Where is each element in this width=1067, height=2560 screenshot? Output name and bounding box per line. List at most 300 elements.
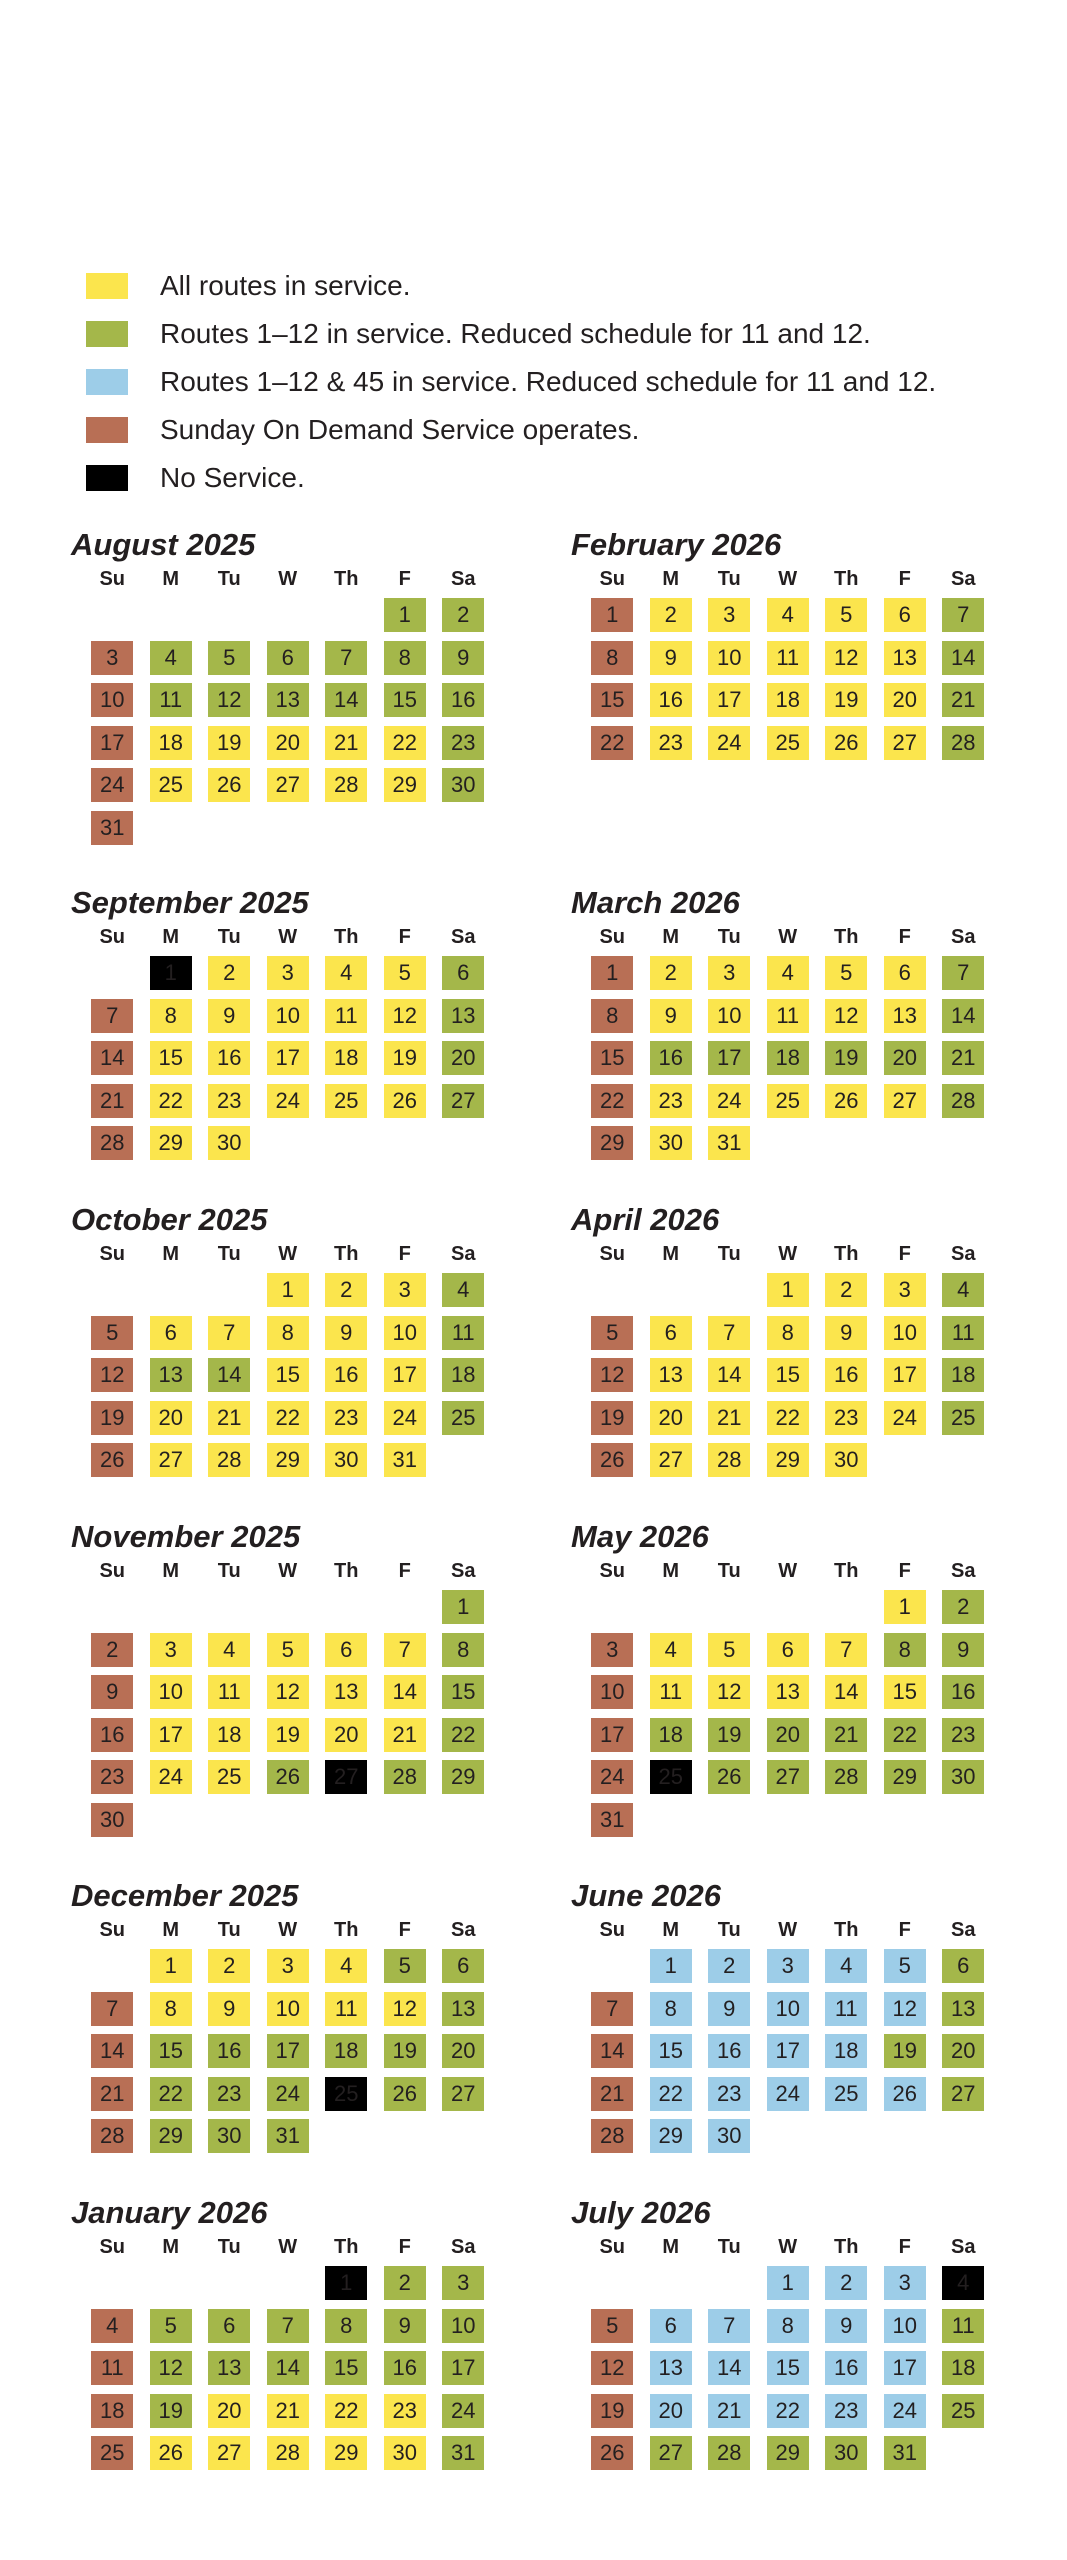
day-number: 18 bbox=[767, 683, 809, 717]
day-number: 28 bbox=[267, 2436, 309, 2470]
weekday-header: Su bbox=[599, 2236, 626, 2258]
weekday-header: Su bbox=[599, 1919, 626, 1941]
month-title: May 2026 bbox=[571, 1519, 709, 1554]
day-number: 5 bbox=[591, 1316, 633, 1350]
day-cell bbox=[817, 1269, 876, 1312]
day-number: 6 bbox=[650, 2309, 692, 2343]
day-number: 21 bbox=[91, 2077, 133, 2111]
day-cell bbox=[83, 637, 142, 680]
day-cell bbox=[876, 1756, 935, 1799]
day-number: 13 bbox=[150, 1358, 192, 1392]
weekday-header: Tu bbox=[217, 1919, 241, 1941]
day-number: 2 bbox=[825, 2266, 867, 2300]
day-number: 14 bbox=[708, 1358, 750, 1392]
day-number: 26 bbox=[150, 2436, 192, 2470]
day-cell bbox=[934, 2305, 993, 2348]
day-number: 15 bbox=[442, 1675, 484, 1709]
day-number: 31 bbox=[884, 2436, 926, 2470]
weekday-header: Th bbox=[334, 1560, 359, 1582]
day-cell bbox=[259, 1756, 318, 1799]
weekday-header: Su bbox=[599, 926, 626, 948]
day-cell bbox=[817, 594, 876, 637]
day-cell bbox=[583, 2073, 642, 2116]
day-number: 22 bbox=[442, 1718, 484, 1752]
day-cell bbox=[259, 2432, 318, 2475]
day-number: 12 bbox=[591, 2351, 633, 2385]
month-calendar bbox=[570, 1518, 990, 1841]
day-cell bbox=[317, 2262, 376, 2305]
day-cell bbox=[876, 952, 935, 995]
day-cell bbox=[200, 722, 259, 765]
day-cell bbox=[759, 679, 818, 722]
day-number: 9 bbox=[208, 1992, 250, 2026]
day-number: 15 bbox=[150, 2034, 192, 2068]
day-number: 9 bbox=[650, 999, 692, 1033]
weekday-header: F bbox=[898, 568, 911, 590]
day-number: 29 bbox=[384, 768, 426, 802]
day-number: 5 bbox=[884, 1949, 926, 1983]
day-number: 14 bbox=[708, 2351, 750, 2385]
legend-swatch-routes-45 bbox=[86, 369, 128, 395]
day-cell bbox=[759, 1714, 818, 1757]
day-number: 19 bbox=[150, 2394, 192, 2428]
day-cell bbox=[817, 1080, 876, 1123]
day-number: 12 bbox=[150, 2351, 192, 2385]
weekday-header: Sa bbox=[951, 1243, 976, 1265]
day-cell bbox=[642, 1714, 701, 1757]
day-number: 16 bbox=[91, 1718, 133, 1752]
empty-cell bbox=[259, 1586, 318, 1629]
month-calendar bbox=[570, 1201, 990, 1482]
day-number: 4 bbox=[208, 1633, 250, 1667]
day-cell bbox=[200, 2347, 259, 2390]
day-number: 26 bbox=[825, 1084, 867, 1118]
day-cell bbox=[317, 1397, 376, 1440]
day-cell bbox=[934, 1397, 993, 1440]
day-cell bbox=[376, 1397, 435, 1440]
day-number: 30 bbox=[325, 1443, 367, 1477]
day-cell bbox=[700, 1988, 759, 2031]
day-cell bbox=[876, 2073, 935, 2116]
day-cell bbox=[317, 1714, 376, 1757]
day-cell bbox=[759, 1439, 818, 1482]
day-number: 1 bbox=[384, 598, 426, 632]
day-number: 29 bbox=[267, 1443, 309, 1477]
day-cell bbox=[759, 1312, 818, 1355]
day-number: 12 bbox=[825, 999, 867, 1033]
day-number: 9 bbox=[942, 1633, 984, 1667]
day-number: 10 bbox=[150, 1675, 192, 1709]
day-cell bbox=[817, 679, 876, 722]
day-cell bbox=[142, 637, 201, 680]
empty-cell bbox=[376, 1586, 435, 1629]
day-number: 28 bbox=[208, 1443, 250, 1477]
weekday-header: Tu bbox=[717, 1560, 741, 1582]
day-cell bbox=[259, 764, 318, 807]
day-cell bbox=[83, 764, 142, 807]
day-cell bbox=[376, 2262, 435, 2305]
day-cell bbox=[583, 1671, 642, 1714]
day-number: 31 bbox=[267, 2119, 309, 2153]
weekday-header: W bbox=[778, 568, 798, 590]
day-number: 18 bbox=[825, 2034, 867, 2068]
day-number: 3 bbox=[708, 598, 750, 632]
day-cell bbox=[583, 1354, 642, 1397]
day-cell bbox=[434, 722, 493, 765]
day-number: 7 bbox=[591, 1992, 633, 2026]
day-cell bbox=[434, 2030, 493, 2073]
day-cell bbox=[700, 1037, 759, 1080]
day-number: 2 bbox=[442, 598, 484, 632]
day-number: 25 bbox=[767, 726, 809, 760]
day-cell bbox=[434, 2073, 493, 2116]
day-number: 10 bbox=[708, 641, 750, 675]
day-number: 1 bbox=[150, 956, 192, 990]
day-cell bbox=[83, 2432, 142, 2475]
empty-cell bbox=[583, 2262, 642, 2305]
day-cell bbox=[376, 1312, 435, 1355]
weekday-header: Sa bbox=[951, 2236, 976, 2258]
month-grid bbox=[583, 922, 990, 1165]
day-cell bbox=[376, 764, 435, 807]
day-number: 6 bbox=[767, 1633, 809, 1667]
day-number: 13 bbox=[208, 2351, 250, 2385]
day-cell bbox=[142, 679, 201, 722]
day-number: 10 bbox=[767, 1992, 809, 2026]
day-cell bbox=[642, 1945, 701, 1988]
day-cell bbox=[376, 1037, 435, 1080]
day-number: 19 bbox=[825, 1041, 867, 1075]
legend-item-no-service bbox=[86, 454, 936, 502]
empty-cell bbox=[83, 1586, 142, 1629]
month-title: April 2026 bbox=[571, 1202, 720, 1237]
day-number: 6 bbox=[884, 956, 926, 990]
month-title: August 2025 bbox=[71, 527, 256, 562]
day-cell bbox=[434, 1354, 493, 1397]
day-cell bbox=[200, 2115, 259, 2158]
day-cell bbox=[817, 995, 876, 1038]
day-cell bbox=[876, 1586, 935, 1629]
day-cell bbox=[200, 1397, 259, 1440]
day-number: 11 bbox=[325, 999, 367, 1033]
day-number: 21 bbox=[825, 1718, 867, 1752]
day-cell bbox=[700, 2390, 759, 2433]
weekday-header: W bbox=[278, 568, 298, 590]
weekday-header: M bbox=[162, 568, 180, 590]
day-number: 22 bbox=[767, 1401, 809, 1435]
month-calendar bbox=[70, 1877, 490, 2158]
month-title: January 2026 bbox=[71, 2195, 268, 2230]
day-cell bbox=[876, 1037, 935, 1080]
day-number: 12 bbox=[708, 1675, 750, 1709]
day-number: 2 bbox=[208, 956, 250, 990]
day-number: 10 bbox=[884, 1316, 926, 1350]
day-cell bbox=[876, 1312, 935, 1355]
day-number: 28 bbox=[942, 726, 984, 760]
day-number: 27 bbox=[650, 1443, 692, 1477]
day-number: 25 bbox=[767, 1084, 809, 1118]
day-cell bbox=[642, 2073, 701, 2116]
day-cell bbox=[700, 2115, 759, 2158]
day-number: 4 bbox=[442, 1273, 484, 1307]
day-number: 6 bbox=[884, 598, 926, 632]
day-cell bbox=[83, 1799, 142, 1842]
day-cell bbox=[934, 1269, 993, 1312]
day-number: 3 bbox=[91, 641, 133, 675]
day-number: 23 bbox=[208, 1084, 250, 1118]
day-number: 14 bbox=[267, 2351, 309, 2385]
day-number: 27 bbox=[442, 2077, 484, 2111]
day-cell bbox=[200, 2305, 259, 2348]
day-cell bbox=[700, 594, 759, 637]
day-number: 16 bbox=[208, 2034, 250, 2068]
empty-cell bbox=[200, 1586, 259, 1629]
day-number: 21 bbox=[708, 1401, 750, 1435]
weekday-header: Sa bbox=[451, 568, 476, 590]
day-cell bbox=[583, 995, 642, 1038]
day-cell bbox=[200, 1312, 259, 1355]
day-cell bbox=[83, 722, 142, 765]
day-cell bbox=[700, 637, 759, 680]
day-cell bbox=[583, 2347, 642, 2390]
day-number: 14 bbox=[591, 2034, 633, 2068]
day-number: 27 bbox=[650, 2436, 692, 2470]
day-number: 9 bbox=[325, 1316, 367, 1350]
day-number: 9 bbox=[91, 1675, 133, 1709]
day-cell bbox=[83, 995, 142, 1038]
day-cell bbox=[142, 995, 201, 1038]
day-number: 16 bbox=[384, 2351, 426, 2385]
day-number: 6 bbox=[208, 2309, 250, 2343]
day-cell bbox=[759, 2347, 818, 2390]
day-number: 20 bbox=[884, 1041, 926, 1075]
day-cell bbox=[642, 2030, 701, 2073]
empty-cell bbox=[642, 1586, 701, 1629]
day-cell bbox=[434, 995, 493, 1038]
day-cell bbox=[583, 1397, 642, 1440]
day-cell bbox=[700, 2347, 759, 2390]
day-number: 3 bbox=[384, 1273, 426, 1307]
day-number: 6 bbox=[442, 1949, 484, 1983]
day-number: 31 bbox=[591, 1803, 633, 1837]
day-number: 4 bbox=[942, 1273, 984, 1307]
day-cell bbox=[583, 1037, 642, 1080]
day-number: 28 bbox=[591, 2119, 633, 2153]
empty-cell bbox=[83, 952, 142, 995]
day-cell bbox=[317, 1671, 376, 1714]
legend-item-all bbox=[86, 262, 936, 310]
empty-cell bbox=[583, 1269, 642, 1312]
day-cell bbox=[259, 637, 318, 680]
day-cell bbox=[817, 2262, 876, 2305]
day-number: 30 bbox=[942, 1760, 984, 1794]
day-cell bbox=[434, 1945, 493, 1988]
weekday-header: Sa bbox=[951, 1919, 976, 1941]
day-number: 20 bbox=[942, 2034, 984, 2068]
legend-swatch-routes-1-12 bbox=[86, 321, 128, 347]
day-number: 29 bbox=[767, 1443, 809, 1477]
day-number: 3 bbox=[884, 2266, 926, 2300]
weekday-header: Su bbox=[599, 1560, 626, 1582]
day-cell bbox=[759, 2262, 818, 2305]
day-cell bbox=[434, 1586, 493, 1629]
day-number: 18 bbox=[767, 1041, 809, 1075]
day-number: 31 bbox=[91, 811, 133, 845]
day-cell bbox=[642, 1988, 701, 2031]
month-calendar bbox=[70, 1201, 490, 1482]
weekday-header: W bbox=[278, 1919, 298, 1941]
day-number: 7 bbox=[325, 641, 367, 675]
day-number: 17 bbox=[267, 1041, 309, 1075]
day-number: 3 bbox=[442, 2266, 484, 2300]
day-number: 19 bbox=[384, 1041, 426, 1075]
month-grid bbox=[583, 2232, 990, 2475]
day-number: 22 bbox=[267, 1401, 309, 1435]
day-cell bbox=[583, 1312, 642, 1355]
weekday-header: M bbox=[662, 1243, 680, 1265]
day-number: 21 bbox=[384, 1718, 426, 1752]
day-cell bbox=[759, 2390, 818, 2433]
weekday-header: Sa bbox=[451, 1560, 476, 1582]
weekday-header: Th bbox=[334, 1919, 359, 1941]
day-number: 23 bbox=[91, 1760, 133, 1794]
day-number: 29 bbox=[650, 2119, 692, 2153]
day-number: 22 bbox=[325, 2394, 367, 2428]
day-number: 4 bbox=[325, 1949, 367, 1983]
day-number: 4 bbox=[942, 2266, 984, 2300]
day-number: 16 bbox=[208, 1041, 250, 1075]
day-cell bbox=[434, 1756, 493, 1799]
day-cell bbox=[642, 1397, 701, 1440]
day-cell bbox=[876, 1945, 935, 1988]
day-number: 10 bbox=[267, 1992, 309, 2026]
day-cell bbox=[434, 1312, 493, 1355]
day-number: 25 bbox=[942, 1401, 984, 1435]
day-cell bbox=[759, 594, 818, 637]
day-cell bbox=[259, 679, 318, 722]
day-cell bbox=[259, 2030, 318, 2073]
day-cell bbox=[876, 1629, 935, 1672]
day-cell bbox=[583, 1756, 642, 1799]
day-number: 30 bbox=[708, 2119, 750, 2153]
weekday-header: F bbox=[398, 1919, 411, 1941]
weekday-header: F bbox=[898, 926, 911, 948]
day-number: 8 bbox=[591, 999, 633, 1033]
day-number: 1 bbox=[591, 956, 633, 990]
day-cell bbox=[317, 952, 376, 995]
empty-cell bbox=[200, 594, 259, 637]
day-cell bbox=[700, 1397, 759, 1440]
empty-cell bbox=[83, 2262, 142, 2305]
day-number: 13 bbox=[884, 999, 926, 1033]
day-cell bbox=[642, 2347, 701, 2390]
empty-cell bbox=[142, 1269, 201, 1312]
day-cell bbox=[642, 1312, 701, 1355]
day-cell bbox=[642, 1080, 701, 1123]
day-number: 8 bbox=[442, 1633, 484, 1667]
day-cell bbox=[759, 2030, 818, 2073]
day-number: 12 bbox=[591, 1358, 633, 1392]
weekday-header: Th bbox=[334, 568, 359, 590]
day-number: 26 bbox=[591, 1443, 633, 1477]
month-calendar bbox=[570, 2194, 990, 2475]
day-cell bbox=[434, 1397, 493, 1440]
day-number: 15 bbox=[591, 683, 633, 717]
day-number: 8 bbox=[650, 1992, 692, 2026]
day-cell bbox=[434, 764, 493, 807]
weekday-header: Th bbox=[834, 1919, 859, 1941]
month-grid bbox=[583, 1915, 990, 2158]
day-cell bbox=[876, 1397, 935, 1440]
day-cell bbox=[83, 2030, 142, 2073]
day-number: 5 bbox=[825, 956, 867, 990]
day-number: 7 bbox=[942, 598, 984, 632]
empty-cell bbox=[583, 1586, 642, 1629]
day-cell bbox=[434, 1714, 493, 1757]
day-cell bbox=[759, 1671, 818, 1714]
day-number: 7 bbox=[942, 956, 984, 990]
empty-cell bbox=[83, 1945, 142, 1988]
day-number: 4 bbox=[650, 1633, 692, 1667]
day-cell bbox=[376, 1629, 435, 1672]
weekday-header: Su bbox=[599, 1243, 626, 1265]
day-cell bbox=[700, 1945, 759, 1988]
day-cell bbox=[817, 2305, 876, 2348]
day-number: 23 bbox=[825, 2394, 867, 2428]
day-number: 24 bbox=[767, 2077, 809, 2111]
day-number: 29 bbox=[884, 1760, 926, 1794]
day-number: 13 bbox=[767, 1675, 809, 1709]
weekday-header: M bbox=[162, 926, 180, 948]
day-number: 1 bbox=[591, 598, 633, 632]
day-cell bbox=[642, 1122, 701, 1165]
day-cell bbox=[434, 1037, 493, 1080]
weekday-header: M bbox=[662, 1919, 680, 1941]
day-number: 25 bbox=[650, 1760, 692, 1794]
weekday-header: Th bbox=[334, 1243, 359, 1265]
day-cell bbox=[434, 637, 493, 680]
day-cell bbox=[700, 1080, 759, 1123]
day-number: 20 bbox=[442, 1041, 484, 1075]
day-number: 20 bbox=[267, 726, 309, 760]
day-cell bbox=[376, 1714, 435, 1757]
day-cell bbox=[934, 1714, 993, 1757]
month-title: December 2025 bbox=[71, 1878, 299, 1913]
day-number: 28 bbox=[91, 1126, 133, 1160]
day-cell bbox=[583, 637, 642, 680]
day-cell bbox=[642, 594, 701, 637]
day-cell bbox=[200, 2073, 259, 2116]
day-cell bbox=[934, 1629, 993, 1672]
day-cell bbox=[583, 722, 642, 765]
day-number: 4 bbox=[825, 1949, 867, 1983]
day-cell bbox=[934, 995, 993, 1038]
day-number: 29 bbox=[150, 1126, 192, 1160]
day-cell bbox=[83, 1080, 142, 1123]
weekday-header: Th bbox=[334, 2236, 359, 2258]
day-cell bbox=[642, 2305, 701, 2348]
day-number: 20 bbox=[650, 2394, 692, 2428]
day-number: 11 bbox=[942, 2309, 984, 2343]
day-cell bbox=[376, 722, 435, 765]
weekday-header: F bbox=[398, 568, 411, 590]
day-number: 24 bbox=[91, 768, 133, 802]
month-title: October 2025 bbox=[71, 1202, 268, 1237]
day-cell bbox=[700, 679, 759, 722]
day-cell bbox=[642, 1354, 701, 1397]
day-cell bbox=[583, 1439, 642, 1482]
day-number: 8 bbox=[150, 1992, 192, 2026]
